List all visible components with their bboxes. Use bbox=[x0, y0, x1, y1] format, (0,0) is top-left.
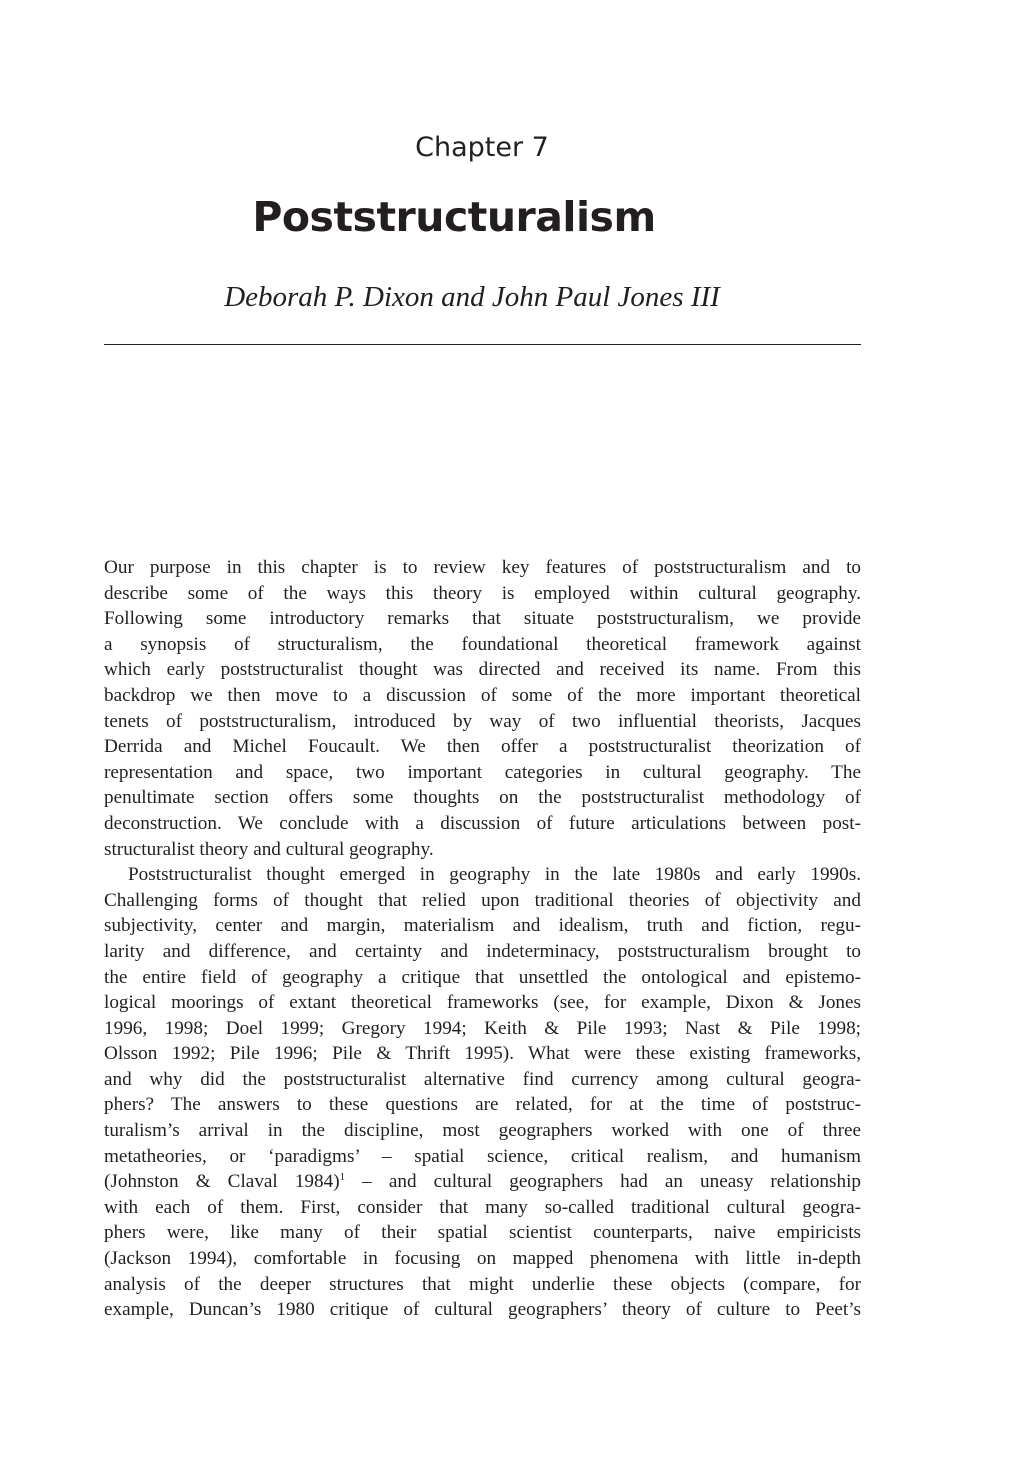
text-line: Challenging forms of thought that relied upon traditional theories of objectivity and bbox=[104, 889, 861, 911]
paragraph-1 bbox=[104, 555, 861, 862]
chapter-authors: Deborah P. Dixon and John Paul Jones III bbox=[224, 281, 720, 313]
title-rule bbox=[104, 344, 861, 345]
text-line: and why did the poststructuralist alternative find currency among cultural geogra- bbox=[104, 1068, 861, 1090]
text-line: example, Duncan’s 1980 critique of cultural geographers’ theory of culture to Peet’s bbox=[104, 1299, 861, 1321]
text-line: deconstruction. We conclude with a discussion of future articulations between post- bbox=[104, 812, 861, 834]
text-line: turalism’s arrival in the discipline, most geographers worked with one of three bbox=[104, 1120, 861, 1142]
citation-text: (Johnston & Claval 1984) bbox=[104, 1171, 340, 1193]
text-line: subjectivity, center and margin, materialism and idealism, truth and fiction, regu- bbox=[104, 915, 861, 937]
text-line: 1996, 1998; Doel 1999; Gregory 1994; Keith & Pile 1993; Nast & Pile 1998; bbox=[104, 1017, 861, 1039]
text-line: with each of them. First, consider that many so-called traditional cultural geogra- bbox=[104, 1196, 861, 1218]
text-line: phers? The answers to these questions are related, for at the time of poststruc- bbox=[104, 1094, 861, 1116]
text-line: metatheories, or ‘paradigms’ – spatial science, critical realism, and humanism bbox=[104, 1145, 861, 1167]
paragraph-2 bbox=[104, 862, 861, 1323]
text-line: describe some of the ways this theory is employed within cultural geography. bbox=[104, 582, 861, 604]
text-line: analysis of the deeper structures that might underlie these objects (compare, for bbox=[104, 1273, 861, 1295]
text-line: the entire field of geography a critique that unsettled the ontological and epistemo- bbox=[104, 966, 861, 988]
text-line: a synopsis of structuralism, the foundational theoretical framework against bbox=[104, 633, 861, 655]
text-line: Derrida and Michel Foucault. We then offer a poststructuralist theorization of bbox=[104, 736, 861, 758]
text-line: phers were, like many of their spatial scientist counterparts, naive empiricists bbox=[104, 1222, 861, 1244]
text-line: (Jackson 1994), comfortable in focusing on mapped phenomena with little in-depth bbox=[104, 1248, 861, 1270]
chapter-label: Chapter 7 bbox=[415, 132, 549, 163]
text-line: logical moorings of extant theoretical frameworks (see, for example, Dixon & Jones bbox=[104, 992, 861, 1014]
body-text bbox=[104, 555, 861, 1323]
text-line: Poststructuralist thought emerged in geography in the late 1980s and early 1990s. bbox=[128, 864, 861, 886]
text-line: backdrop we then move to a discussion of some of the more important theoretical bbox=[104, 684, 861, 706]
text-line: Following some introductory remarks that situate poststructuralism, we provide bbox=[104, 608, 861, 630]
text-line: representation and space, two important categories in cultural geography. The bbox=[104, 761, 861, 783]
text-line: tenets of poststructuralism, introduced by way of two influential theorists, Jacques bbox=[104, 710, 861, 732]
chapter-title: Poststructuralism bbox=[252, 193, 656, 241]
footnote-marker[interactable]: 1 bbox=[339, 1171, 346, 1184]
text-line: Olsson 1992; Pile 1996; Pile & Thrift 1995). What were these existing frameworks, bbox=[104, 1043, 861, 1065]
citation-continuation: – and cultural geographers had an uneasy relationship bbox=[345, 1171, 861, 1193]
text-line: penultimate section offers some thoughts on the poststructuralist methodology of bbox=[104, 787, 861, 809]
text-line: structuralist theory and cultural geography. bbox=[104, 838, 434, 860]
text-line: Our purpose in this chapter is to review key features of poststructuralism and to bbox=[104, 557, 861, 578]
text-line: which early poststructuralist thought was directed and received its name. From this bbox=[104, 659, 861, 681]
text-line-with-footnote bbox=[104, 1169, 861, 1195]
text-line: larity and difference, and certainty and indeterminacy, poststructuralism brought to bbox=[104, 940, 861, 962]
